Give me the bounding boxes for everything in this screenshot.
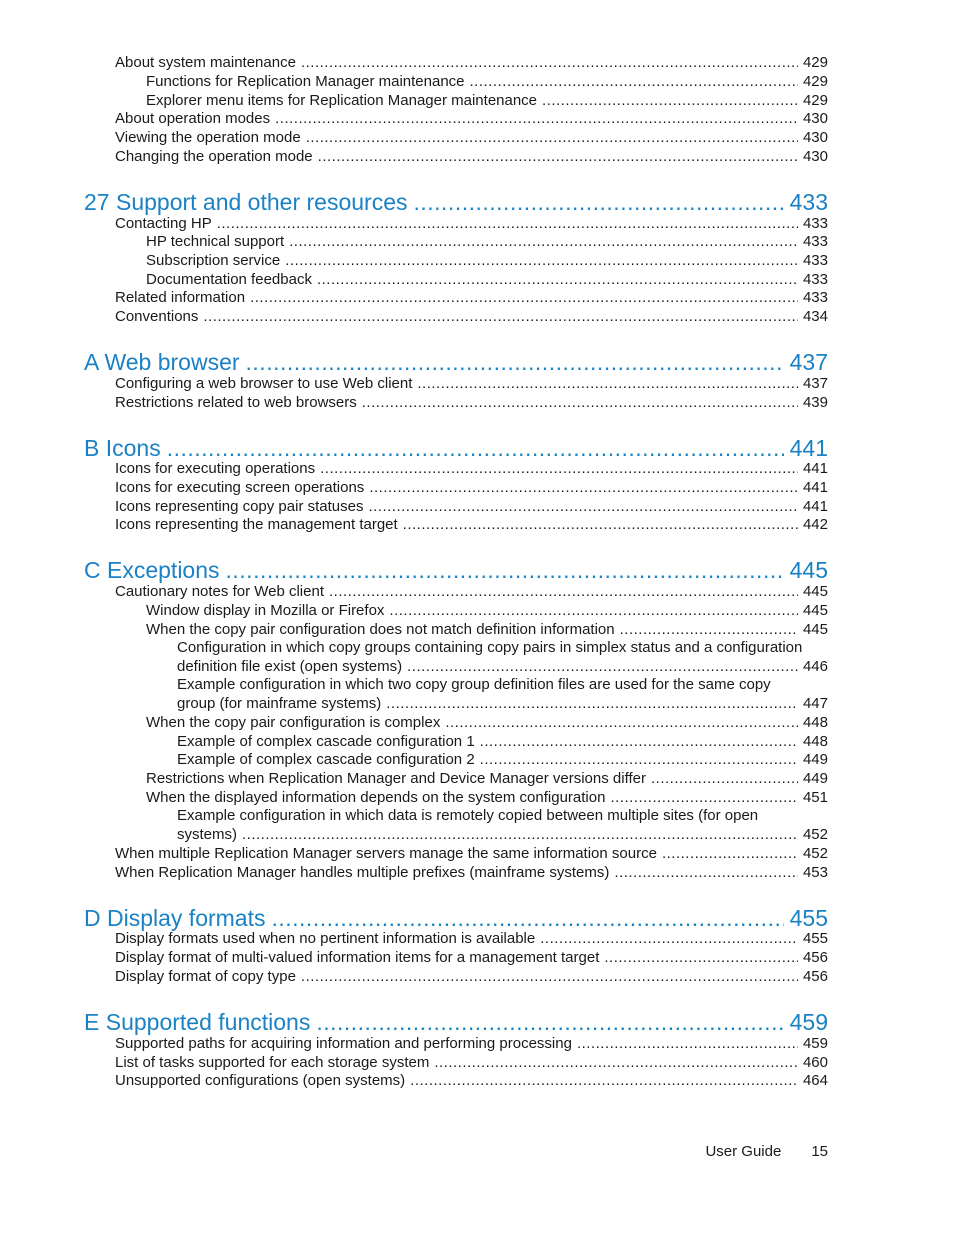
page-ref: 441 (802, 460, 828, 477)
toc-entry[interactable] (115, 864, 828, 882)
entry-title: When Replication Manager handles multiple prefixes (mainframe systems) (115, 864, 610, 881)
toc-chapter-heading[interactable] (84, 348, 828, 376)
dot-leader (250, 289, 798, 307)
entry-title: Display format of copy type (115, 968, 296, 985)
dot-leader (301, 54, 798, 72)
entry-title: Unsupported configurations (open systems) (115, 1072, 406, 1089)
dot-leader (542, 92, 798, 110)
page-number: 15 (811, 1143, 828, 1160)
dot-leader (577, 1035, 798, 1053)
dot-leader (217, 215, 798, 233)
page-ref: 441 (802, 498, 828, 515)
page-ref: 445 (802, 583, 828, 600)
toc-entry[interactable] (146, 92, 828, 110)
page-ref: 456 (802, 968, 828, 985)
page-ref: 460 (802, 1054, 828, 1071)
entry-title: Example of complex cascade configuration 1 (177, 733, 475, 750)
toc-entry[interactable] (115, 583, 828, 601)
page-ref: 433 (802, 252, 828, 269)
page-ref: 434 (802, 308, 828, 325)
dot-leader (614, 864, 798, 882)
page-ref: 448 (802, 733, 828, 750)
entry-title: Example of complex cascade configuration 2 (177, 751, 475, 768)
toc-entry[interactable] (115, 968, 828, 986)
entry-title: Window display in Mozilla or Firefox (146, 602, 385, 619)
toc-chapter-heading[interactable] (84, 188, 828, 216)
dot-leader (246, 348, 784, 376)
page-ref: 430 (802, 148, 828, 165)
entry-title: List of tasks supported for each storage system (115, 1054, 430, 1071)
entry-title: Functions for Replication Manager maintenance (146, 73, 465, 90)
toc-entry[interactable] (115, 394, 828, 412)
page-ref: 430 (802, 110, 828, 127)
toc-entry[interactable] (115, 1054, 828, 1072)
toc-entry[interactable] (115, 375, 828, 393)
entry-title: Icons representing copy pair statuses (115, 498, 364, 515)
toc-entry-title-line1: Example configuration in which two copy group definition files are used for the same copy (177, 676, 771, 693)
dot-leader (389, 602, 798, 620)
dot-leader (410, 1072, 798, 1090)
toc-entry[interactable] (177, 733, 828, 751)
dot-leader (316, 1008, 783, 1036)
entry-title: When the copy pair configuration does not match definition information (146, 621, 615, 638)
entry-title: Icons for executing operations (115, 460, 316, 477)
dot-leader (306, 129, 798, 147)
page-footer (705, 1143, 828, 1161)
toc-entry[interactable] (115, 54, 828, 72)
toc-entry[interactable] (115, 289, 828, 307)
toc-entry[interactable] (115, 1072, 828, 1090)
page-ref: 445 (789, 557, 828, 583)
entry-title: When the displayed information depends on the system configuration (146, 789, 606, 806)
dot-leader (271, 904, 783, 932)
entry-title: Explorer menu items for Replication Manager maintenance (146, 92, 538, 109)
footer-label: User Guide (705, 1143, 782, 1160)
dot-leader (620, 621, 798, 639)
dot-leader (285, 252, 798, 270)
entry-title: Supported paths for acquiring information and performing processing (115, 1035, 572, 1052)
dot-leader (480, 751, 798, 769)
dot-leader (445, 714, 798, 732)
page-ref: 437 (789, 349, 828, 375)
page-ref: 433 (802, 271, 828, 288)
dot-leader (610, 789, 798, 807)
entry-title: Display format of multi-valued information items for a management target (115, 949, 600, 966)
dot-leader (301, 968, 798, 986)
page-ref: 446 (802, 658, 828, 675)
page-ref: 441 (802, 479, 828, 496)
entry-title: Changing the operation mode (115, 148, 313, 165)
dot-leader (362, 394, 798, 412)
dot-leader (470, 73, 798, 91)
dot-leader (662, 845, 798, 863)
toc-entry[interactable] (146, 73, 828, 91)
entry-title: Viewing the operation mode (115, 129, 301, 146)
toc-entry[interactable] (115, 845, 828, 863)
toc-entry[interactable] (146, 602, 828, 620)
page-ref: 430 (802, 129, 828, 146)
dot-leader (226, 556, 784, 584)
page-ref: 442 (802, 516, 828, 533)
toc-entry[interactable] (146, 789, 828, 807)
toc-entry[interactable] (146, 271, 828, 289)
entry-title: Display formats used when no pertinent information is available (115, 930, 536, 947)
page-ref: 447 (802, 695, 828, 712)
page-ref: 459 (789, 1009, 828, 1035)
entry-title: When the copy pair configuration is complex (146, 714, 441, 731)
entry-title: Restrictions when Replication Manager and Device Manager versions differ (146, 770, 646, 787)
entry-title: Icons for executing screen operations (115, 479, 365, 496)
entry-title: Related information (115, 289, 246, 306)
page-ref: 449 (802, 770, 828, 787)
toc-entry[interactable] (115, 949, 828, 967)
chapter-title: B Icons (84, 435, 161, 461)
toc-entry[interactable] (177, 751, 828, 769)
dot-leader (275, 110, 798, 128)
page-ref: 455 (802, 930, 828, 947)
entry-title: About system maintenance (115, 54, 296, 71)
dot-leader (480, 733, 798, 751)
toc-entry[interactable] (146, 252, 828, 270)
entry-title: Contacting HP (115, 215, 212, 232)
entry-title: About operation modes (115, 110, 271, 127)
page-ref: 429 (802, 54, 828, 71)
toc-entry[interactable] (115, 215, 828, 233)
toc-entry-title-line1: Example configuration in which data is remotely copied between multiple sites (for open (177, 807, 759, 824)
toc-chapter-heading[interactable] (84, 1008, 828, 1036)
toc-chapter-heading[interactable] (84, 434, 828, 462)
dot-leader (369, 479, 798, 497)
toc-entry[interactable] (146, 770, 828, 788)
toc-chapter-heading[interactable] (84, 556, 828, 584)
entry-title: Documentation feedback (146, 271, 312, 288)
toc-entry[interactable] (177, 826, 828, 844)
chapter-title: 27 Support and other resources (84, 189, 408, 215)
page-ref: 449 (802, 751, 828, 768)
page-ref: 455 (789, 905, 828, 931)
page-ref: 452 (802, 826, 828, 843)
toc-entry-title-line1: Configuration in which copy groups containing copy pairs in simplex status and a configuration (177, 639, 803, 656)
dot-leader (289, 233, 798, 251)
chapter-title: D Display formats (84, 905, 266, 931)
dot-leader (242, 826, 798, 844)
page-ref: 433 (802, 215, 828, 232)
toc-entry[interactable] (115, 930, 828, 948)
page-ref: 433 (802, 289, 828, 306)
page-ref: 445 (802, 602, 828, 619)
page-ref: 429 (802, 92, 828, 109)
toc-entry[interactable] (177, 695, 828, 713)
entry-title: Configuring a web browser to use Web client (115, 375, 413, 392)
toc-entry[interactable] (115, 498, 828, 516)
toc-entry[interactable] (115, 516, 828, 534)
dot-leader (203, 308, 798, 326)
dot-leader (417, 375, 798, 393)
dot-leader (386, 695, 798, 713)
toc-entry[interactable] (115, 1035, 828, 1053)
toc-entry[interactable] (115, 129, 828, 147)
chapter-title: A Web browser (84, 349, 240, 375)
chapter-title: E Supported functions (84, 1009, 311, 1035)
page-ref: 439 (802, 394, 828, 411)
toc-entry[interactable] (115, 148, 828, 166)
entry-title: systems) (177, 826, 237, 843)
toc-entry[interactable] (115, 460, 828, 478)
page-ref: 437 (802, 375, 828, 392)
page-ref: 453 (802, 864, 828, 881)
dot-leader (413, 188, 783, 216)
page-ref: 459 (802, 1035, 828, 1052)
dot-leader (329, 583, 798, 601)
page-ref: 452 (802, 845, 828, 862)
chapter-title: C Exceptions (84, 557, 220, 583)
toc-entry[interactable] (177, 658, 828, 676)
entry-title: definition file exist (open systems) (177, 658, 403, 675)
page-ref: 451 (802, 789, 828, 806)
toc-entry[interactable] (146, 714, 828, 732)
entry-title: Subscription service (146, 252, 281, 269)
entry-title: When multiple Replication Manager servers manage the same information source (115, 845, 657, 862)
toc-entry[interactable] (146, 233, 828, 251)
dot-leader (604, 949, 798, 967)
toc-entry[interactable] (146, 621, 828, 639)
page-ref: 464 (802, 1072, 828, 1089)
page-ref: 433 (789, 189, 828, 215)
dot-leader (320, 460, 798, 478)
entry-title: HP technical support (146, 233, 285, 250)
toc-entry[interactable] (115, 308, 828, 326)
dot-leader (317, 271, 798, 289)
dot-leader (403, 516, 798, 534)
page-ref: 441 (789, 435, 828, 461)
dot-leader (434, 1054, 798, 1072)
entry-title: Conventions (115, 308, 199, 325)
page-ref: 456 (802, 949, 828, 966)
toc-entry[interactable] (115, 479, 828, 497)
entry-title: Cautionary notes for Web client (115, 583, 324, 600)
dot-leader (318, 148, 798, 166)
dot-leader (407, 658, 798, 676)
entry-title: group (for mainframe systems) (177, 695, 382, 712)
toc-entry[interactable] (115, 110, 828, 128)
page-ref: 448 (802, 714, 828, 731)
page-ref: 433 (802, 233, 828, 250)
page-ref: 429 (802, 73, 828, 90)
entry-title: Icons representing the management target (115, 516, 398, 533)
page-ref: 445 (802, 621, 828, 638)
entry-title: Restrictions related to web browsers (115, 394, 357, 411)
dot-leader (540, 930, 798, 948)
dot-leader (368, 498, 798, 516)
toc-chapter-heading[interactable] (84, 904, 828, 932)
dot-leader (651, 770, 798, 788)
dot-leader (167, 434, 784, 462)
